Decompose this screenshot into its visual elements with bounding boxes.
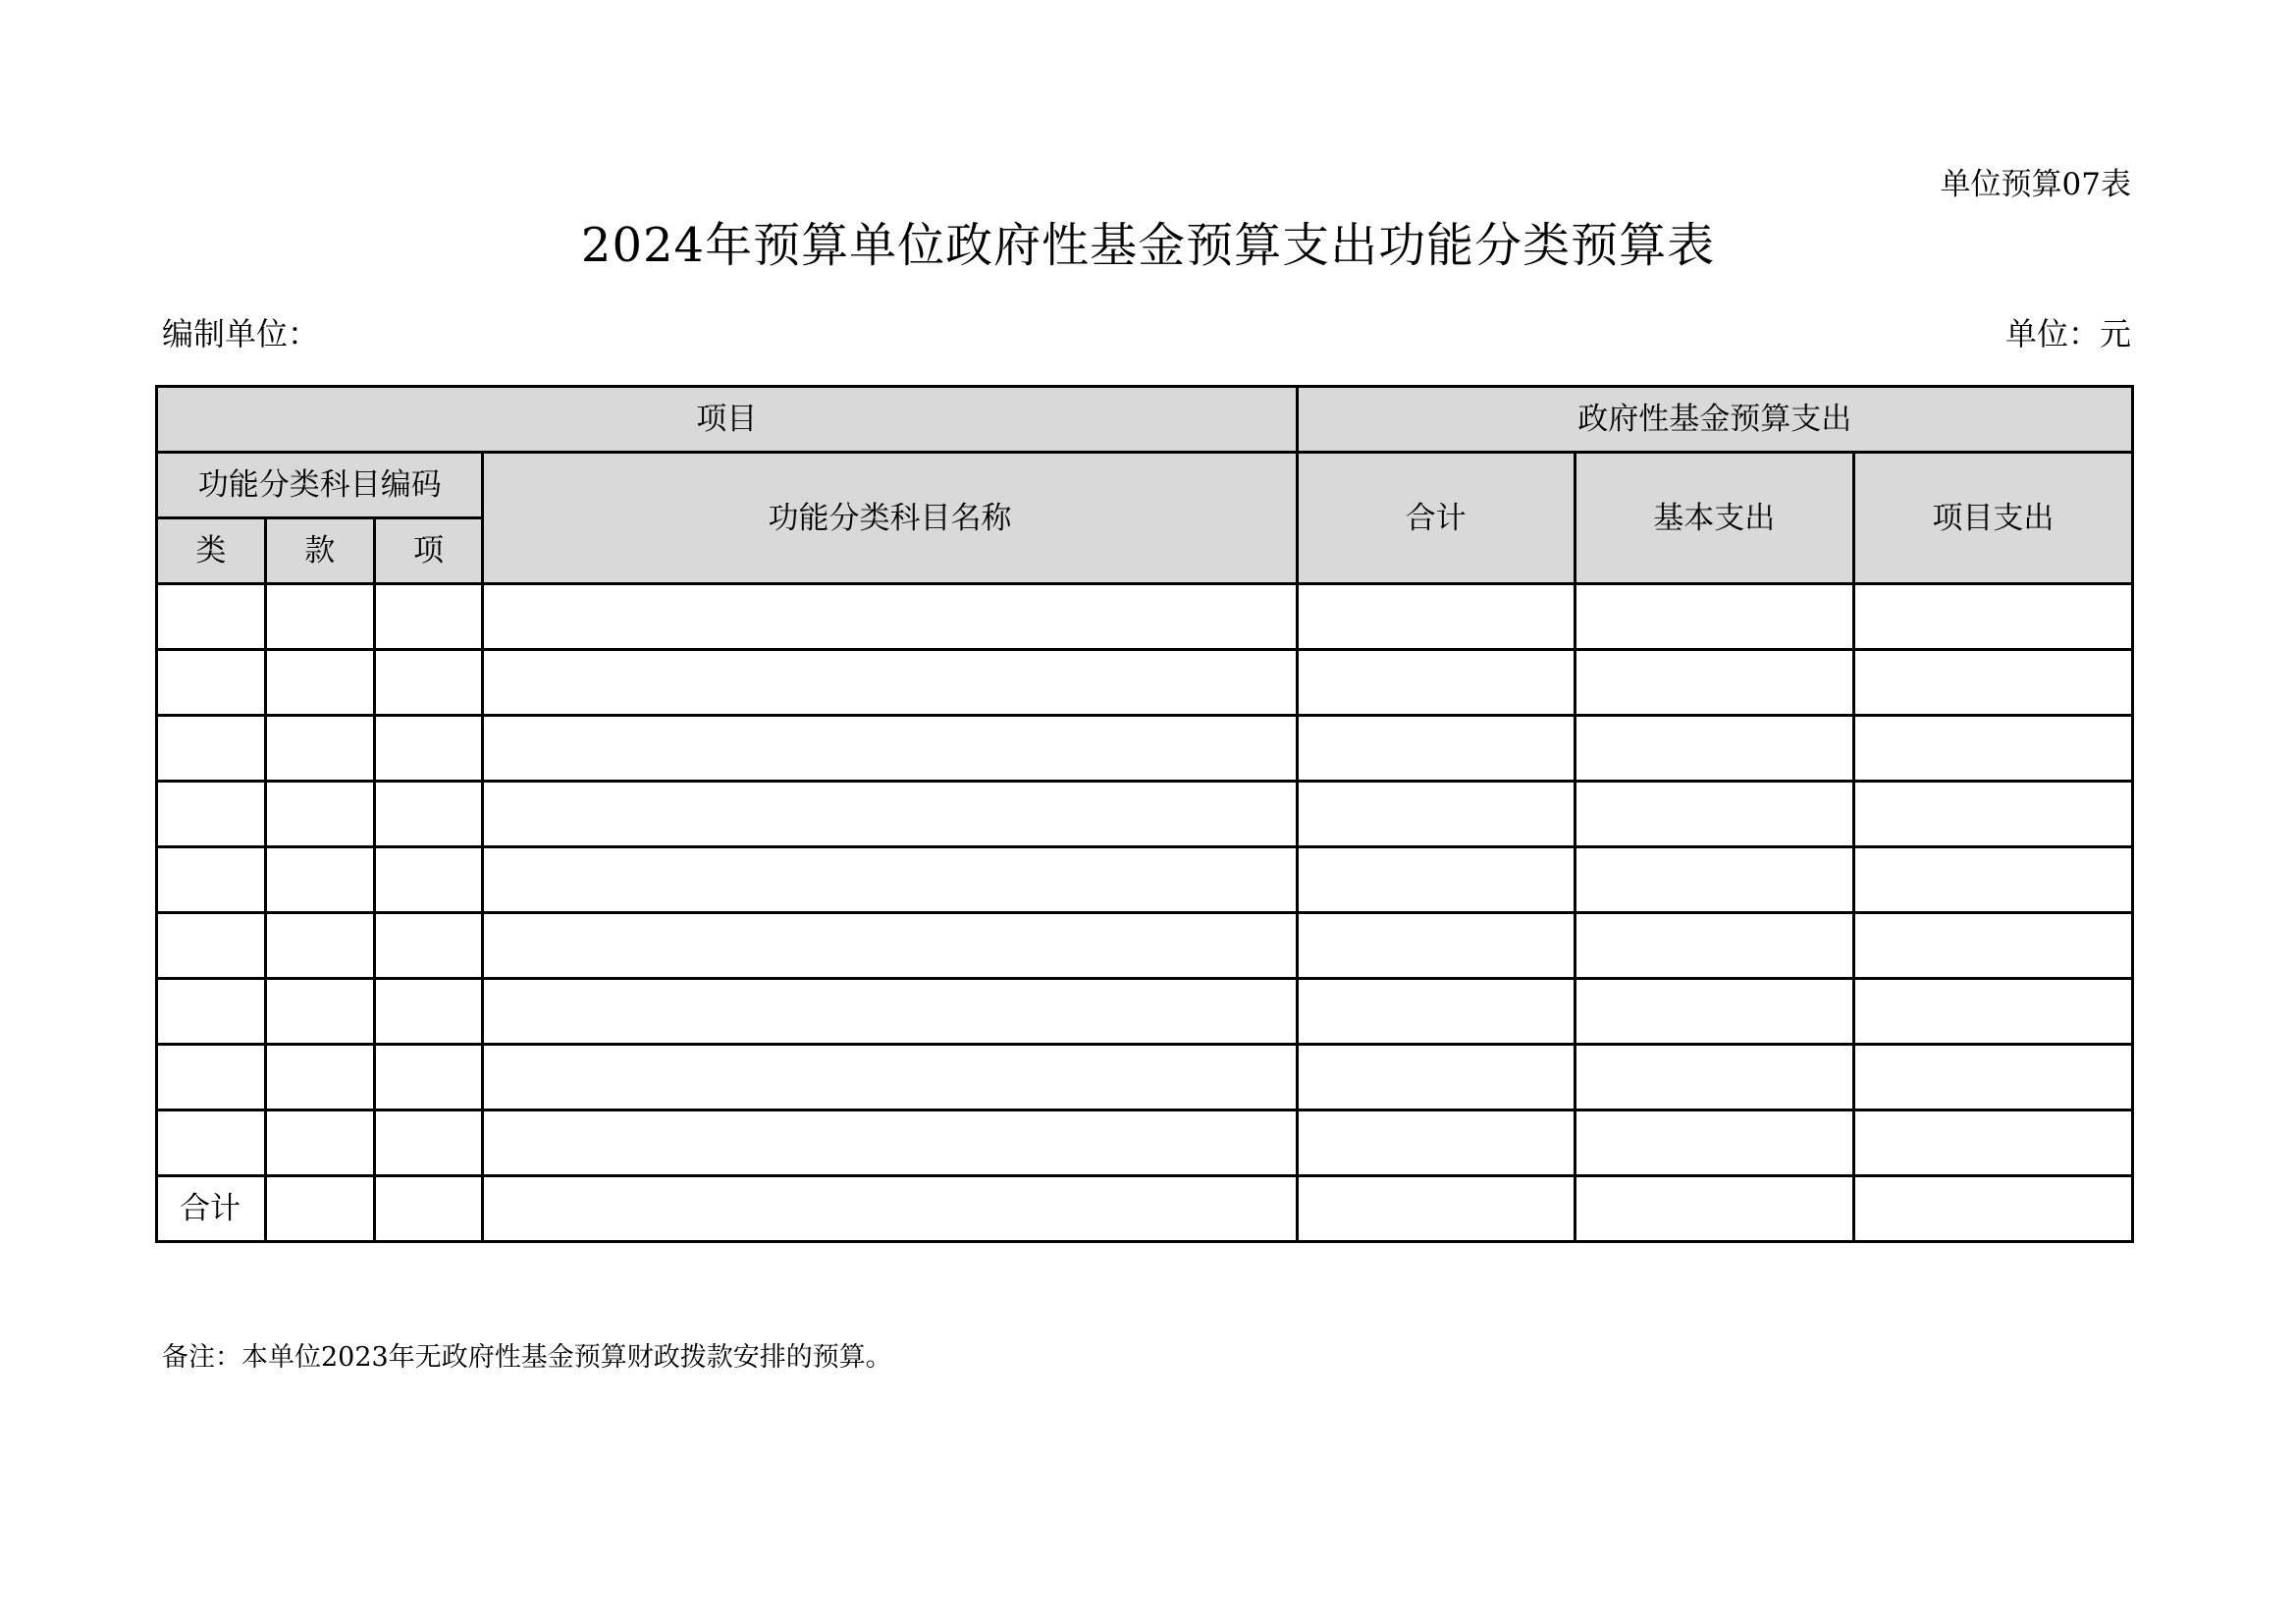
table-cell [1853, 584, 2132, 650]
table-cell [157, 650, 266, 716]
total-label: 合计 [157, 1176, 266, 1242]
currency-unit-label: 单位：元 [2004, 315, 2131, 352]
table-cell [483, 979, 1297, 1045]
table-cell [483, 847, 1297, 913]
table-cell [374, 650, 483, 716]
table-cell [1297, 1110, 1575, 1176]
table-cell [1575, 650, 1853, 716]
header-expense-group: 政府性基金预算支出 [1297, 387, 2132, 453]
header-xiang: 项 [374, 518, 483, 584]
table-row [157, 584, 2133, 650]
table-cell [157, 584, 266, 650]
table-cell [483, 1110, 1297, 1176]
table-cell [1297, 584, 1575, 650]
table-number: 单位预算07表 [1940, 167, 2131, 202]
table-cell [1297, 716, 1575, 782]
table-row [157, 1110, 2133, 1176]
table-cell [157, 782, 266, 847]
table-cell [1853, 650, 2132, 716]
table-cell [483, 913, 1297, 979]
table-cell [1297, 847, 1575, 913]
table-cell [374, 1045, 483, 1110]
table-cell [1575, 847, 1853, 913]
table-cell [1853, 1110, 2132, 1176]
table-cell [265, 1176, 374, 1242]
table-row [157, 650, 2133, 716]
table-cell [157, 913, 266, 979]
table-row [157, 913, 2133, 979]
table-cell [483, 584, 1297, 650]
table-cell [1575, 1176, 1853, 1242]
table-row [157, 979, 2133, 1045]
footnote: 备注：本单位2023年无政府性基金预算财政拨款安排的预算。 [162, 1342, 892, 1373]
table-cell [374, 979, 483, 1045]
table-cell [265, 913, 374, 979]
header-row-1 [157, 387, 2133, 453]
table-row [157, 716, 2133, 782]
table-row [157, 847, 2133, 913]
table-cell [1575, 1110, 1853, 1176]
table-cell [483, 782, 1297, 847]
table-cell [374, 782, 483, 847]
table-cell [265, 1110, 374, 1176]
budget-table [155, 385, 2134, 1243]
table-cell [1575, 584, 1853, 650]
table-cell [157, 847, 266, 913]
page-title: 2024年预算单位政府性基金预算支出功能分类预算表 [580, 218, 1716, 273]
table-cell [1297, 979, 1575, 1045]
table-cell [374, 1176, 483, 1242]
table-cell [1575, 1045, 1853, 1110]
header-row-2 [157, 453, 2133, 518]
table-cell [483, 1176, 1297, 1242]
table-cell [1853, 847, 2132, 913]
table-cell [265, 847, 374, 913]
table-cell [1297, 782, 1575, 847]
header-subject-name: 功能分类科目名称 [483, 453, 1297, 584]
table-cell [1575, 782, 1853, 847]
header-lei: 类 [157, 518, 266, 584]
table-cell [265, 979, 374, 1045]
table-row [157, 1045, 2133, 1110]
header-project-expense: 项目支出 [1853, 453, 2132, 584]
table-cell [483, 716, 1297, 782]
table-cell [265, 650, 374, 716]
table-cell [374, 716, 483, 782]
table-cell [374, 913, 483, 979]
table-cell [1853, 716, 2132, 782]
compiling-unit-label: 编制单位： [162, 315, 320, 352]
table-cell [157, 1110, 266, 1176]
table-cell [1575, 913, 1853, 979]
table-cell [1575, 716, 1853, 782]
table-cell [483, 1045, 1297, 1110]
table-cell [1853, 782, 2132, 847]
table-cell [374, 847, 483, 913]
table-cell [1575, 979, 1853, 1045]
table-cell [374, 1110, 483, 1176]
table-cell [483, 650, 1297, 716]
table-cell [265, 716, 374, 782]
total-row [157, 1176, 2133, 1242]
header-total: 合计 [1297, 453, 1575, 584]
table-row [157, 782, 2133, 847]
table-cell [1297, 650, 1575, 716]
table-cell [1297, 913, 1575, 979]
table-cell [374, 584, 483, 650]
table-cell [1853, 979, 2132, 1045]
table-cell [265, 584, 374, 650]
table-cell [265, 1045, 374, 1110]
table-cell [1853, 1045, 2132, 1110]
table-cell [157, 716, 266, 782]
header-code-group: 功能分类科目编码 [157, 453, 483, 518]
table-cell [1297, 1045, 1575, 1110]
table-cell [1853, 913, 2132, 979]
table-cell [157, 1045, 266, 1110]
table-cell [1853, 1176, 2132, 1242]
header-basic-expense: 基本支出 [1575, 453, 1853, 584]
table-cell [1297, 1176, 1575, 1242]
header-item-group: 项目 [157, 387, 1298, 453]
header-kuan: 款 [265, 518, 374, 584]
table-cell [157, 979, 266, 1045]
table-cell [265, 782, 374, 847]
